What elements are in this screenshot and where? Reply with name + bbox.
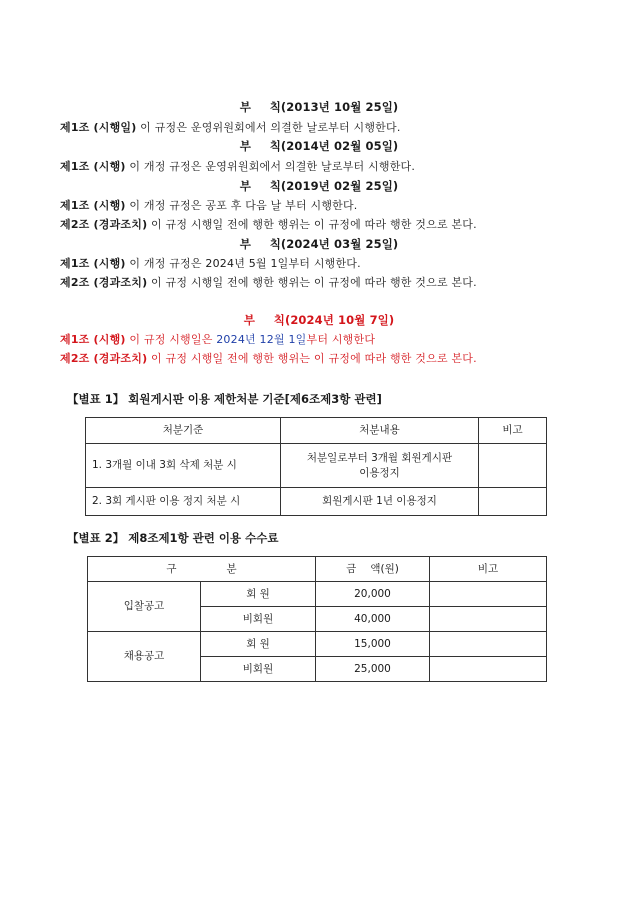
criterion-cell: 2. 3회 게시판 이용 정지 처분 시 [86,488,281,516]
column-header: 비고 [430,557,547,582]
type-cell: 회 원 [201,582,316,607]
content-line: 처분일로부터 3개월 회원게시판 [306,451,453,464]
column-header: 처분기준 [86,418,281,444]
table1-title: 【별표 1】 회원게시판 이용 제한처분 기준[제6조제3항 관련] [67,392,382,406]
heading-bu: 부 [239,237,251,251]
column-header: 비고 [479,418,547,444]
article-label: 제1조 (시행) [60,333,126,346]
article-text: 이 규정 시행일은 [129,333,217,346]
article-line [60,216,477,232]
heading-date: 칙(2013년 10월 25일) [269,100,399,114]
article-label: 제1조 (시행일) [60,121,137,134]
article-text: 이 규정 시행일 전에 행한 행위는 이 규정에 따라 행한 것으로 본다. [151,276,477,289]
table-row [86,444,547,488]
article-label: 제2조 (경과조치) [60,276,148,289]
heading-bu: 부 [239,100,251,114]
heading-bu: 부 [243,313,255,327]
addenda-heading-2024-03 [0,236,638,252]
article-text: 부터 시행한다 [306,333,376,346]
article-text: 이 규정 시행일 전에 행한 행위는 이 규정에 따라 행한 것으로 본다. [151,218,477,231]
header-part: 구 [166,562,177,575]
addenda-heading-2014 [0,138,638,154]
amount-cell: 25,000 [316,657,430,682]
criterion-cell: 1. 3개월 이내 3회 삭제 처분 시 [86,444,281,488]
group-cell: 입찰공고 [88,582,201,632]
article-text: 이 개정 규정은 2024년 5월 1일부터 시행한다. [129,257,361,270]
column-header: 처분내용 [281,418,479,444]
article-label: 제1조 (시행) [60,257,126,270]
heading-date: 칙(2014년 02월 05일) [269,139,399,153]
type-cell: 회 원 [201,632,316,657]
table-row [88,632,547,657]
usage-fee-table [87,556,547,682]
table-row [88,582,547,607]
column-header [316,557,430,582]
article-label: 제1조 (시행) [60,199,126,212]
article-label: 제2조 (경과조치) [60,218,148,231]
effective-date: 2024년 12월 1일 [216,333,307,346]
note-cell [479,488,547,516]
article-line [60,197,358,213]
heading-date: 칙(2024년 10월 7일) [273,313,395,327]
amount-cell: 15,000 [316,632,430,657]
table2-title: 【별표 2】 제8조제1항 관련 이용 수수료 [67,531,279,545]
header-part: 액(원) [370,562,399,575]
header-part: 분 [226,562,237,575]
heading-date: 칙(2024년 03월 25일) [269,237,399,251]
note-cell [430,632,547,657]
article-line [60,350,477,366]
heading-bu: 부 [239,139,251,153]
note-cell [430,607,547,632]
group-cell: 채용공고 [88,632,201,682]
article-line [60,119,401,135]
amount-cell: 20,000 [316,582,430,607]
article-line [60,255,361,271]
type-cell: 비회원 [201,607,316,632]
note-cell [430,657,547,682]
addenda-heading-2019 [0,178,638,194]
article-text: 이 개정 규정은 공포 후 다음 날 부터 시행한다. [129,199,358,212]
article-text: 이 규정 시행일 전에 행한 행위는 이 규정에 따라 행한 것으로 본다. [151,352,477,365]
article-text: 이 규정은 운영위원회에서 의결한 날로부터 시행한다. [140,121,401,134]
header-part: 금 [346,562,357,575]
article-line [60,331,375,347]
article-text: 이 개정 규정은 운영위원회에서 의결한 날로부터 시행한다. [129,160,416,173]
note-cell [430,582,547,607]
content-line: 이용정지 [359,466,400,479]
amount-cell: 40,000 [316,607,430,632]
content-cell [281,444,479,488]
table-row [86,488,547,516]
column-header [88,557,316,582]
article-line [60,274,477,290]
article-label: 제1조 (시행) [60,160,126,173]
article-line [60,158,415,174]
content-cell: 회원게시판 1년 이용정지 [281,488,479,516]
type-cell: 비회원 [201,657,316,682]
addenda-heading-2024-10 [0,312,638,328]
heading-bu: 부 [239,179,251,193]
restriction-criteria-table [85,417,547,516]
note-cell [479,444,547,488]
addenda-heading-2013 [0,99,638,115]
heading-date: 칙(2019년 02월 25일) [269,179,399,193]
article-label: 제2조 (경과조치) [60,352,148,365]
